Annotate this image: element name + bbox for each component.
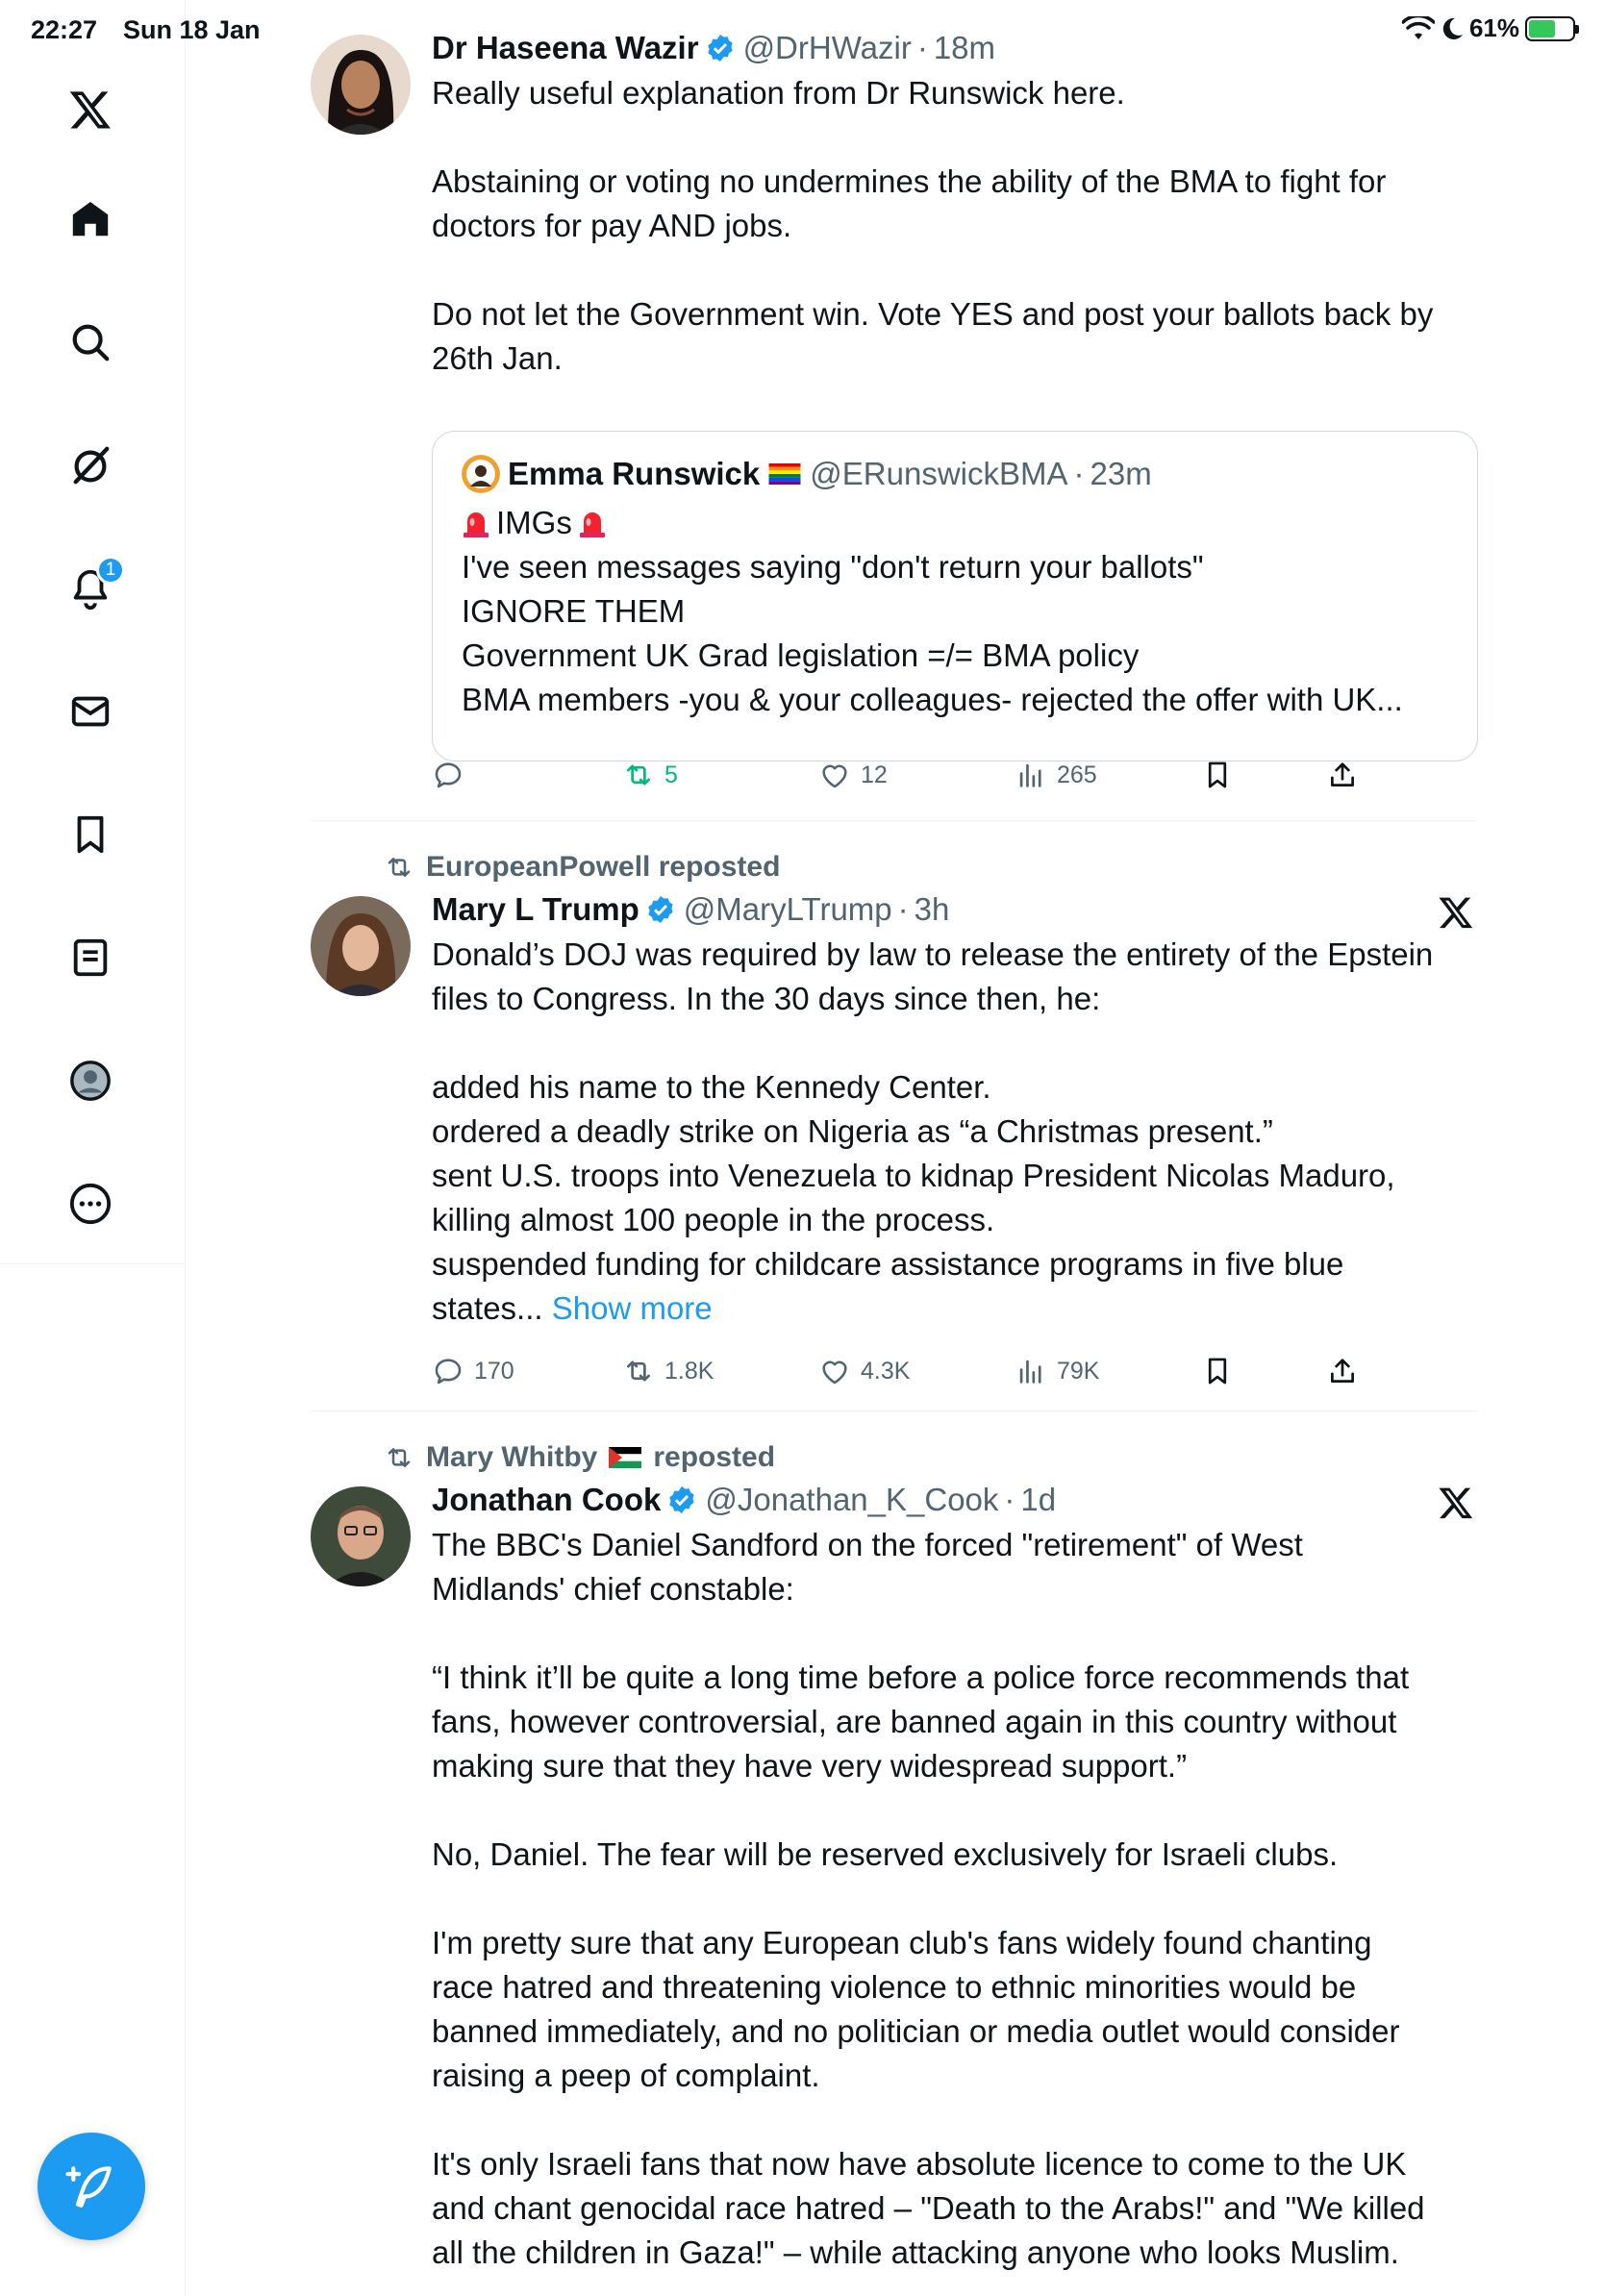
text-line: fans, however controversial, are banned again in this country without xyxy=(432,1704,1397,1739)
text-line: I've seen messages saying "don't return your ballots" xyxy=(462,549,1204,585)
repost-context[interactable] xyxy=(384,848,780,886)
share-icon xyxy=(1326,759,1359,791)
repost-count: 1.8K xyxy=(664,1357,714,1385)
text-line: ordered a deadly strike on Nigeria as “a Christmas present.” xyxy=(432,1113,1273,1149)
tweet-separator xyxy=(311,1410,1478,1411)
handle[interactable]: @DrHWazir xyxy=(742,30,912,65)
text-line: 26th Jan. xyxy=(432,340,563,376)
quoted-tweet[interactable] xyxy=(432,431,1478,761)
separator-dot: · xyxy=(897,891,909,927)
reply-icon xyxy=(432,759,464,791)
text-line: suspended funding for childcare assistance programs in five blue xyxy=(432,1246,1344,1282)
tweet-header xyxy=(432,1479,1478,1521)
siren-icon xyxy=(578,508,607,538)
like-count: 12 xyxy=(861,761,888,788)
repost-button[interactable] xyxy=(622,1350,714,1392)
text-line: making sure that they have very widespread support.” xyxy=(432,1748,1188,1784)
verified-badge-icon xyxy=(645,894,676,925)
feather-plus-icon xyxy=(64,2159,118,2213)
home-icon xyxy=(68,197,113,241)
heart-icon xyxy=(818,1355,851,1387)
quote-avatar xyxy=(462,455,500,493)
share-button[interactable] xyxy=(1326,754,1359,796)
reply-count: 170 xyxy=(474,1357,514,1385)
envelope-icon xyxy=(68,689,113,734)
sidebar-item-notifications[interactable] xyxy=(63,562,117,615)
quote-title: IMGs xyxy=(496,505,572,540)
handle[interactable]: @Jonathan_K_Cook xyxy=(705,1482,999,1517)
quote-header xyxy=(462,453,1448,495)
text-line xyxy=(432,2098,1478,2142)
like-button[interactable] xyxy=(818,1350,910,1392)
tweet-body xyxy=(432,27,1478,381)
view-count: 265 xyxy=(1057,761,1097,788)
x-logo-icon[interactable] xyxy=(63,83,117,137)
bookmark-icon xyxy=(1201,759,1234,791)
grok-icon xyxy=(68,443,113,487)
timestamp[interactable]: 18m xyxy=(933,30,996,65)
sidebar-item-messages[interactable] xyxy=(63,685,117,738)
tweet-separator xyxy=(311,820,1478,821)
repost-button[interactable] xyxy=(622,754,678,796)
list-icon xyxy=(68,936,113,980)
reposted-suffix: reposted xyxy=(653,1441,776,1473)
sidebar-item-explore[interactable] xyxy=(63,315,117,369)
timestamp[interactable]: 3h xyxy=(914,891,950,927)
reply-button[interactable] xyxy=(432,1350,514,1392)
text-line: Donald’s DOJ was required by law to release the entirety of the Epstein xyxy=(432,936,1434,972)
sidebar-item-profile[interactable] xyxy=(63,1054,117,1108)
display-name[interactable]: Jonathan Cook xyxy=(432,1482,662,1517)
x-logo-icon[interactable] xyxy=(1438,1485,1474,1521)
text-line: Do not let the Government win. Vote YES and post your ballots back by xyxy=(432,296,1434,332)
repost-icon xyxy=(622,759,655,791)
bookmark-button[interactable] xyxy=(1201,1350,1234,1392)
text-line: raising a peep of complaint. xyxy=(432,2058,820,2093)
bookmark-button[interactable] xyxy=(1201,754,1234,796)
tweet-text xyxy=(432,1523,1478,2275)
display-name[interactable]: Dr Haseena Wazir xyxy=(432,30,699,65)
tweet-header xyxy=(432,888,1478,931)
text-line: and chant genocidal race hatred – "Death to the Arabs!" and "We killed xyxy=(432,2190,1425,2226)
text-line xyxy=(432,1877,1478,1921)
share-icon xyxy=(1326,1355,1359,1387)
views-button[interactable] xyxy=(1015,754,1097,796)
tweet-text xyxy=(432,933,1478,1331)
text-line: doctors for pay AND jobs. xyxy=(432,208,792,243)
moon-icon xyxy=(1441,16,1464,41)
repost-icon xyxy=(622,1355,655,1387)
like-button[interactable] xyxy=(818,754,888,796)
status-time: 22:27 xyxy=(31,15,98,44)
text-line xyxy=(432,115,1478,160)
reposted-by-label: EuropeanPowell reposted xyxy=(426,851,781,883)
text-line: banned immediately, and no politician or media outlet would consider xyxy=(432,2013,1400,2049)
views-button[interactable] xyxy=(1015,1350,1099,1392)
repost-context[interactable] xyxy=(384,1438,775,1477)
quote-handle: @ERunswickBMA xyxy=(810,456,1068,491)
sidebar-item-grok[interactable] xyxy=(63,438,117,492)
text-line xyxy=(432,1286,1478,1331)
text-line xyxy=(432,248,1478,292)
text-line: race hatred and threatening violence to ethnic minorities would be xyxy=(432,1969,1357,2005)
text-line xyxy=(432,1788,1478,1833)
verified-badge-icon xyxy=(666,1485,697,1515)
battery-icon xyxy=(1525,16,1575,41)
repost-count: 5 xyxy=(664,761,678,788)
battery-percent: 61% xyxy=(1468,13,1519,42)
text-line xyxy=(432,1021,1478,1065)
reply-button[interactable] xyxy=(432,754,474,796)
separator-dot: · xyxy=(916,30,928,65)
views-chart-icon xyxy=(1015,759,1047,791)
text-line: Abstaining or voting no undermines the ability of the BMA to fight for xyxy=(432,163,1387,199)
text-line xyxy=(432,1611,1478,1656)
text-line: killing almost 100 people in the process. xyxy=(432,1202,995,1237)
quote-text xyxy=(462,501,1448,722)
separator-dot: · xyxy=(1073,456,1085,491)
text-line: files to Congress. In the 30 days since then, he: xyxy=(432,981,1101,1016)
sidebar-item-more[interactable] xyxy=(63,1177,117,1231)
tweet-actions xyxy=(432,754,1355,796)
handle[interactable]: @MaryLTrump xyxy=(683,891,892,927)
heart-icon xyxy=(818,759,851,791)
sidebar-item-lists[interactable] xyxy=(63,931,117,985)
repost-icon xyxy=(384,852,414,883)
sidebar-divider xyxy=(0,1263,185,1264)
bookmark-icon xyxy=(68,812,113,857)
reply-icon xyxy=(432,1355,464,1387)
notifications-badge: 1 xyxy=(96,556,125,585)
text-line: BMA members -you & your colleagues- rejected the offer with UK... xyxy=(462,682,1403,717)
avatar[interactable] xyxy=(311,1486,411,1586)
text-line: “I think it’ll be quite a long time before a police force recommends that xyxy=(432,1660,1410,1695)
text-line: IGNORE THEM xyxy=(462,593,686,629)
text-line: Midlands' chief constable: xyxy=(432,1571,794,1607)
repost-icon xyxy=(384,1442,414,1473)
text-line: added his name to the Kennedy Center. xyxy=(432,1069,991,1105)
x-logo-icon[interactable] xyxy=(1438,894,1474,931)
quote-timestamp: 23m xyxy=(1090,456,1152,491)
text-last: states... xyxy=(432,1290,543,1326)
text-line: all the children in Gaza!" – while attacking anyone who looks Muslim. xyxy=(432,2234,1399,2270)
quote-title-line xyxy=(462,501,1448,545)
tweet-actions xyxy=(432,1350,1355,1392)
status-date: Sun 18 Jan xyxy=(123,15,261,44)
text-line: sent U.S. troops into Venezuela to kidnap President Nicolas Maduro, xyxy=(432,1158,1395,1193)
tweet-text xyxy=(432,71,1478,381)
text-line: It's only Israeli fans that now have absolute licence to come to the UK xyxy=(432,2146,1407,2182)
search-icon xyxy=(68,320,113,364)
separator-dot: · xyxy=(1004,1482,1015,1517)
quote-display-name: Emma Runswick xyxy=(508,456,761,491)
sidebar-item-home[interactable] xyxy=(63,192,117,246)
text-line: Really useful explanation from Dr Runswick here. xyxy=(432,75,1125,111)
more-circle-icon xyxy=(68,1182,113,1226)
view-count: 79K xyxy=(1057,1357,1100,1385)
like-count: 4.3K xyxy=(861,1357,911,1385)
timestamp[interactable]: 1d xyxy=(1020,1482,1057,1517)
reposted-by-name: Mary Whitby xyxy=(426,1441,598,1473)
views-chart-icon xyxy=(1015,1355,1047,1387)
palestine-flag-icon xyxy=(609,1447,641,1468)
status-bar xyxy=(0,0,1604,60)
show-more-link[interactable]: Show more xyxy=(551,1290,713,1326)
sidebar xyxy=(0,0,186,2296)
tweet-body xyxy=(432,888,1478,1331)
rainbow-flag-icon xyxy=(767,463,802,485)
text-line: The BBC's Daniel Sandford on the forced "retirement" of West xyxy=(432,1527,1303,1562)
text-line: Government UK Grad legislation =/= BMA policy xyxy=(462,637,1140,673)
status-indicators xyxy=(1402,13,1575,43)
sidebar-item-bookmarks[interactable] xyxy=(63,808,117,861)
avatar[interactable] xyxy=(311,896,411,996)
profile-icon xyxy=(68,1059,113,1103)
share-button[interactable] xyxy=(1326,1350,1359,1392)
display-name[interactable]: Mary L Trump xyxy=(432,891,639,927)
text-line: I'm pretty sure that any European club's fans widely found chanting xyxy=(432,1925,1372,1960)
bookmark-icon xyxy=(1201,1355,1234,1387)
text-line: No, Daniel. The fear will be reserved exclusively for Israeli clubs. xyxy=(432,1836,1339,1872)
siren-icon xyxy=(462,508,490,538)
compose-button[interactable] xyxy=(38,2133,145,2240)
tweet-body xyxy=(432,1479,1478,2275)
wifi-icon xyxy=(1402,16,1435,41)
